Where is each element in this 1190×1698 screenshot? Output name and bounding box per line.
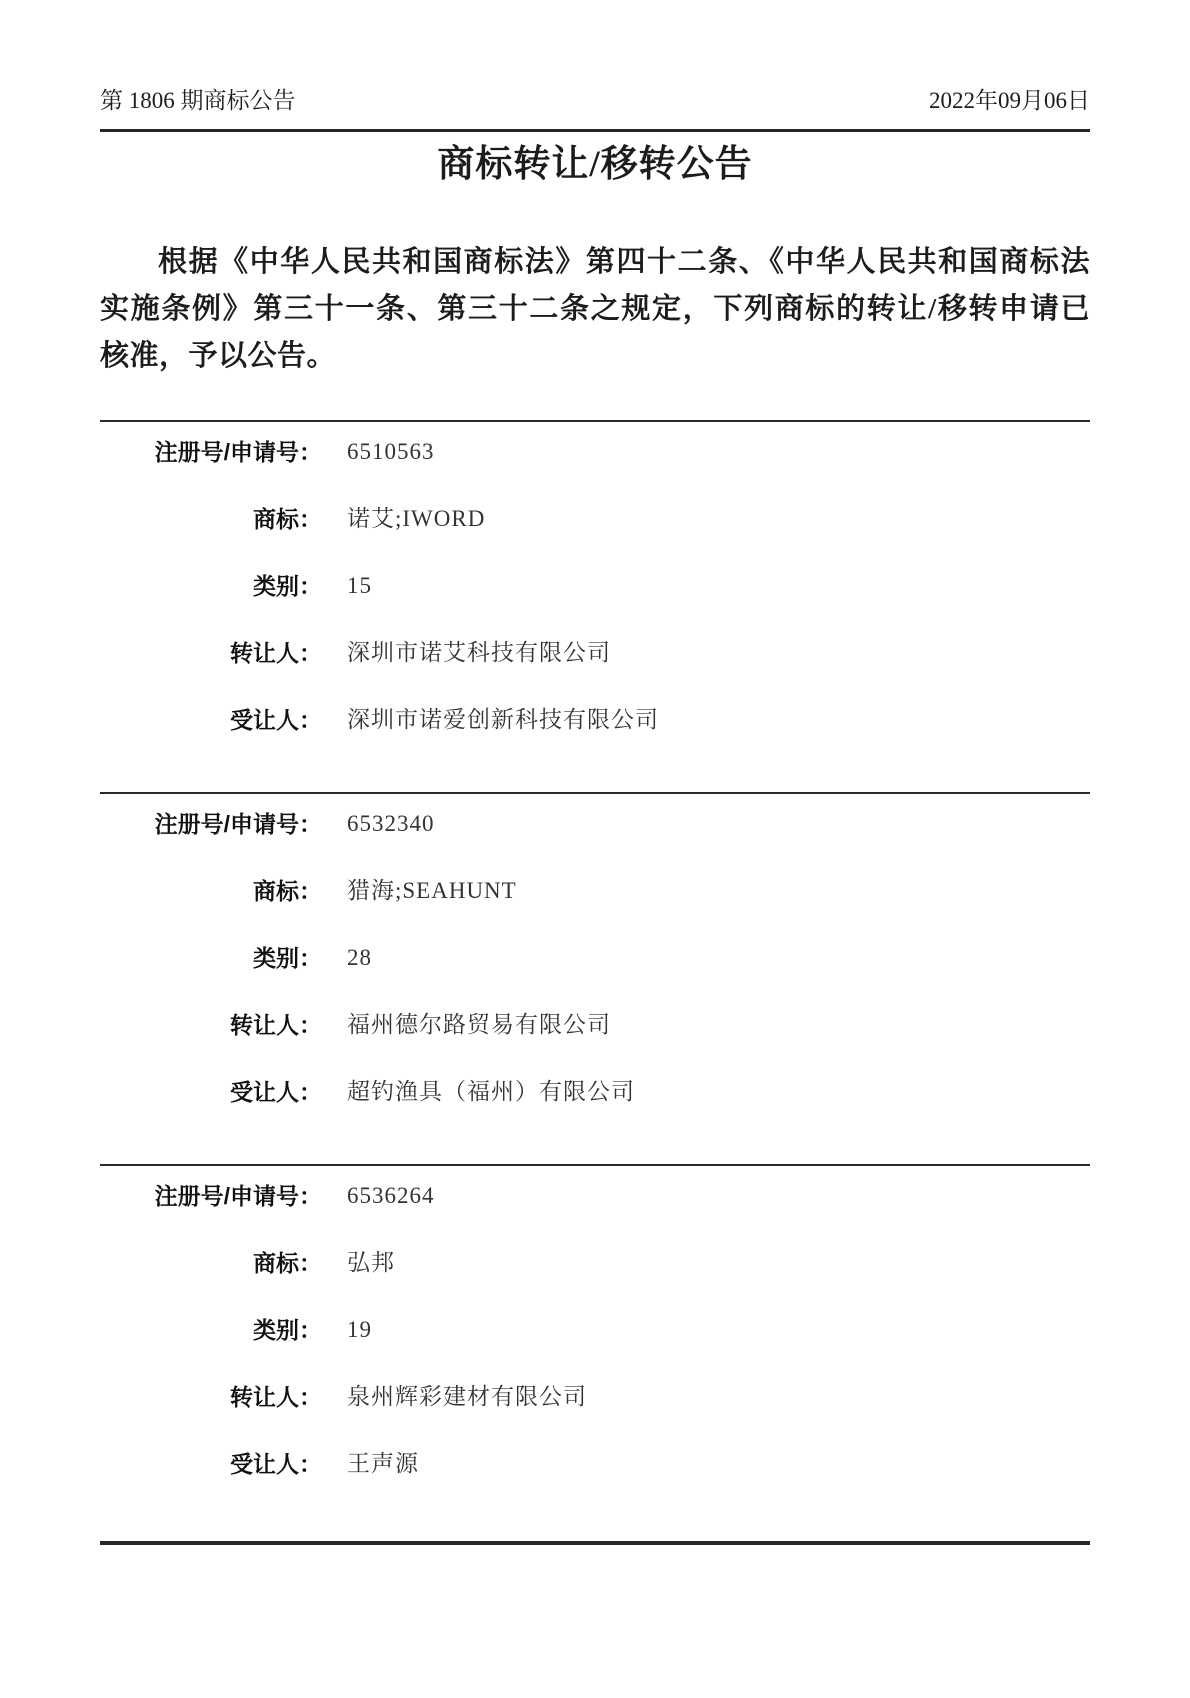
- assignee-label: 受让人：: [230, 707, 322, 733]
- class-value: 15: [347, 573, 372, 598]
- class-label: 类别：: [253, 573, 322, 599]
- trademark-record: [100, 420, 1090, 792]
- trademark-label: 商标：: [253, 506, 322, 532]
- trademark-label: 商标：: [253, 878, 322, 904]
- trademark-value: 猎海;SEAHUNT: [347, 878, 517, 903]
- intro-line-2: 实施条例》第三十一条、第三十二条之规定，下列商标的转让/移转申请已: [100, 293, 1090, 325]
- assignee-value: 王声源: [347, 1451, 419, 1476]
- page-title: 商标转让/移转公告: [437, 144, 753, 185]
- record-row-trademark: [100, 1248, 1090, 1278]
- record-row-reg-no: [100, 809, 1090, 839]
- record-row-class: [100, 943, 1090, 973]
- trademark-value: 弘邦: [347, 1250, 395, 1275]
- class-label: 类别：: [253, 1317, 322, 1343]
- record-row-assignor: [100, 1010, 1090, 1040]
- record-row-trademark: [100, 876, 1090, 906]
- records-list: [100, 420, 1090, 1536]
- record-row-reg-no: [100, 437, 1090, 467]
- reg-no-label: 注册号/申请号：: [154, 439, 322, 465]
- reg-no-label: 注册号/申请号：: [154, 1183, 322, 1209]
- assignee-value: 深圳市诺爱创新科技有限公司: [347, 707, 659, 732]
- assignor-label: 转让人：: [230, 1012, 322, 1038]
- assignor-value: 福州德尔路贸易有限公司: [347, 1012, 611, 1037]
- assignee-value: 超钓渔具（福州）有限公司: [347, 1079, 635, 1104]
- class-value: 19: [347, 1317, 372, 1342]
- trademark-record: [100, 1164, 1090, 1536]
- record-row-assignor: [100, 1382, 1090, 1412]
- reg-no-value: 6536264: [347, 1183, 435, 1208]
- class-label: 类别：: [253, 945, 322, 971]
- reg-no-value: 6532340: [347, 811, 435, 836]
- trademark-label: 商标：: [253, 1250, 322, 1276]
- record-row-reg-no: [100, 1181, 1090, 1211]
- assignee-label: 受让人：: [230, 1079, 322, 1105]
- intro-line-3: 核准，予以公告。: [100, 340, 337, 372]
- record-row-assignee: [100, 705, 1090, 735]
- assignor-value: 深圳市诺艾科技有限公司: [347, 640, 611, 665]
- gazette-date: 2022年09月06日: [929, 88, 1090, 113]
- record-row-class: [100, 571, 1090, 601]
- record-row-class: [100, 1315, 1090, 1345]
- bottom-divider: [100, 1541, 1090, 1545]
- reg-no-label: 注册号/申请号：: [154, 811, 322, 837]
- record-row-assignee: [100, 1449, 1090, 1479]
- trademark-value: 诺艾;IWORD: [347, 506, 486, 531]
- record-row-assignee: [100, 1077, 1090, 1107]
- assignor-value: 泉州辉彩建材有限公司: [347, 1384, 587, 1409]
- reg-no-value: 6510563: [347, 439, 435, 464]
- record-row-assignor: [100, 638, 1090, 668]
- record-row-trademark: [100, 504, 1090, 534]
- page-header: [100, 86, 1090, 116]
- assignee-label: 受让人：: [230, 1451, 322, 1477]
- header-divider: [100, 129, 1090, 132]
- class-value: 28: [347, 945, 372, 970]
- intro-line-1: 根据《中华人民共和国商标法》第四十二条、《中华人民共和国商标法: [158, 246, 1090, 278]
- intro-paragraph: [100, 239, 1090, 380]
- trademark-record: [100, 792, 1090, 1164]
- gazette-issue-number: 第 1806 期商标公告: [100, 88, 296, 113]
- assignor-label: 转让人：: [230, 1384, 322, 1410]
- assignor-label: 转让人：: [230, 640, 322, 666]
